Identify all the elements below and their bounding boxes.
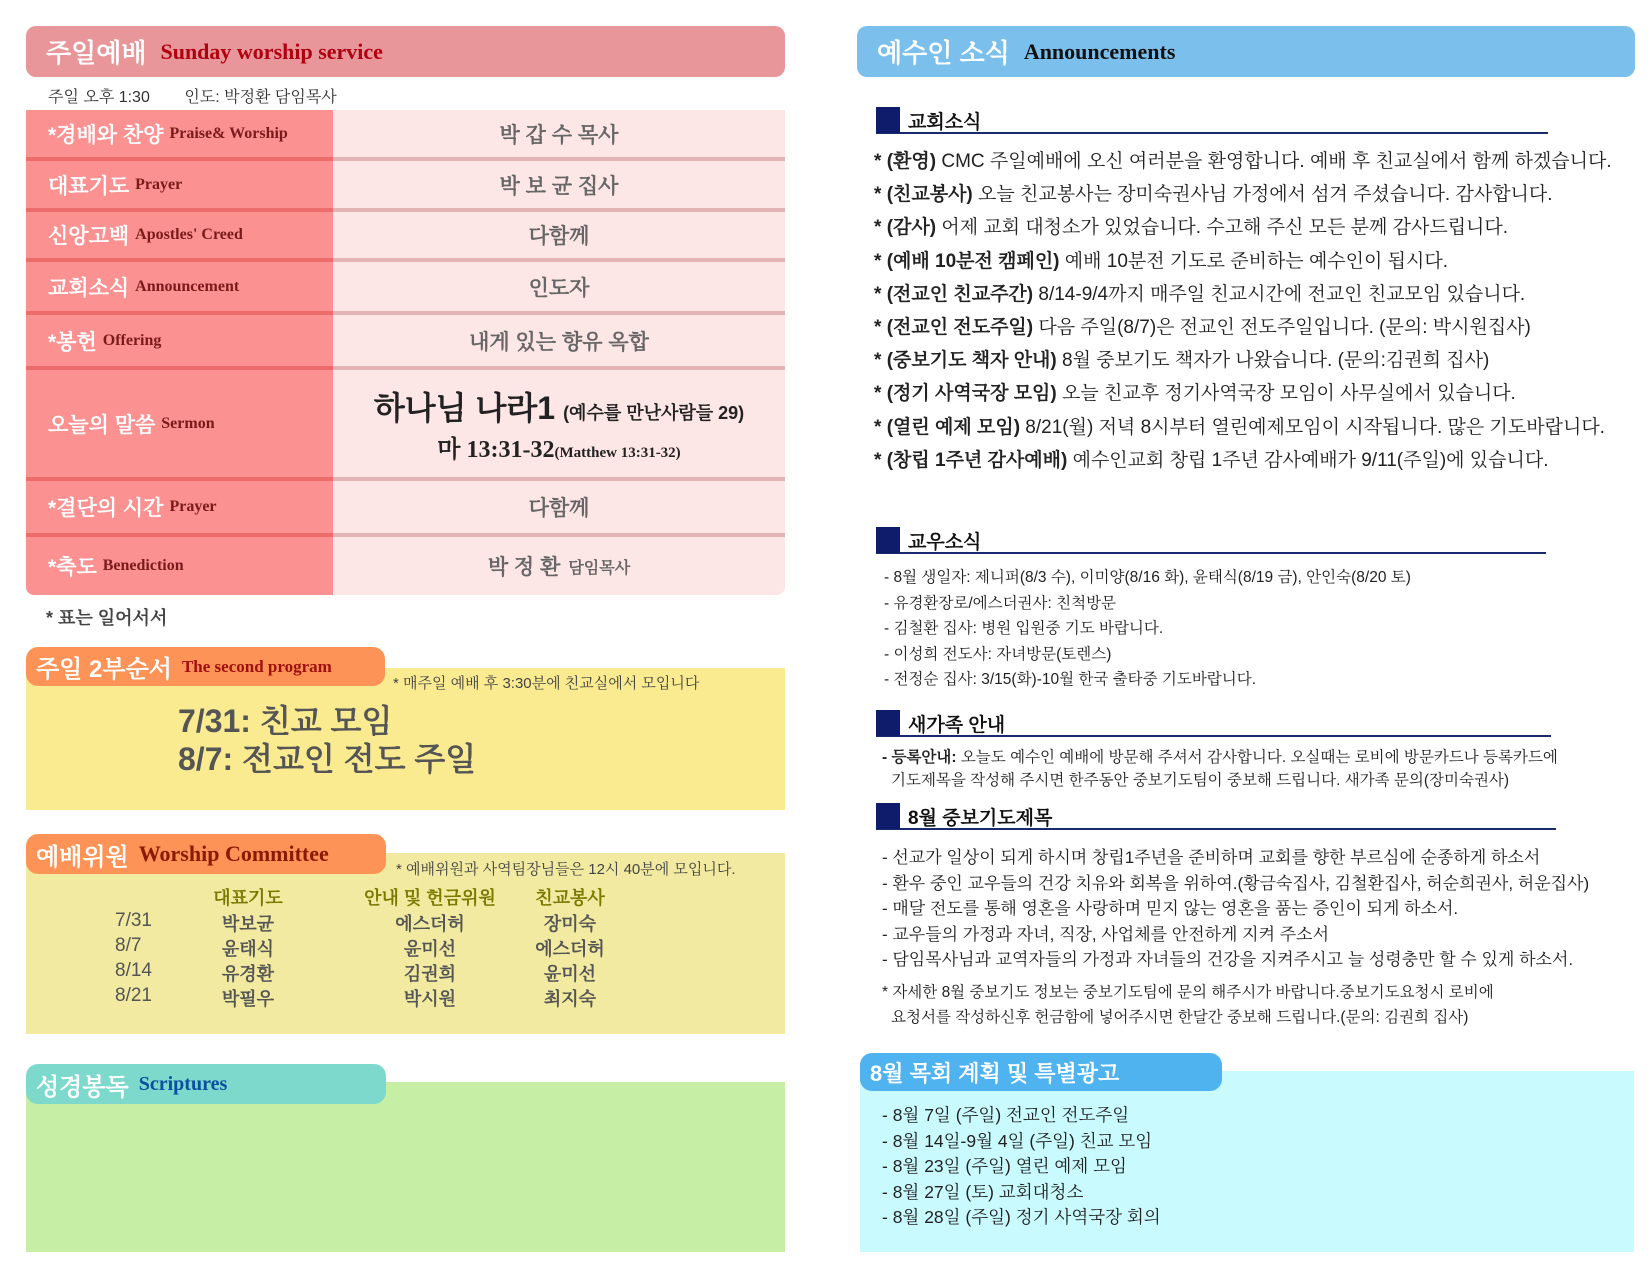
worship-row [26, 537, 785, 595]
announcements-header [857, 26, 1635, 77]
committee-note: * 예배위원과 사역팀장님들은 12시 40분에 모입니다. [396, 861, 736, 878]
announcement-star: * [874, 217, 887, 239]
order-value-text: 박 정 환 [487, 556, 561, 579]
announcement-star: * [874, 350, 887, 372]
heading-text: 8월 중보기도제목 [908, 807, 1053, 829]
worship-row [26, 315, 785, 370]
committee-cell: 에스더허 [535, 939, 605, 959]
order-value-sub: 담임목사 [568, 559, 631, 577]
order-label-en: Prayer [169, 498, 217, 515]
worship-row [26, 110, 785, 161]
committee-cell: 박필우 [221, 989, 275, 1009]
committee-cell: 박보균 [221, 914, 275, 934]
announcement-tag-text: (중보기도 책자 안내) [886, 350, 1057, 372]
order-value [333, 370, 785, 481]
order-value-text: 다함께 [528, 225, 590, 248]
sermon-title-text: 하나님 나라1 [373, 390, 556, 426]
announcement-item [874, 179, 1553, 206]
order-value-text: 박 갑 수 목사 [499, 123, 619, 147]
announcement-text: 8월 중보기도 책자가 나왔습니다. (문의:김권희 집사) [1056, 350, 1490, 372]
announcement-item [874, 412, 1605, 439]
announcement-text: 8/21(월) 저녁 8시부터 열린예제모임이 시작됩니다. 많은 기도바랍니다. [1020, 416, 1605, 438]
scriptures-box [26, 1082, 785, 1252]
sermon-verse [437, 429, 680, 464]
announcement-tag-text: (창립 1주년 감사예배) [886, 449, 1068, 471]
committee-title-en: Worship Committee [138, 841, 329, 866]
announcement-star: * [874, 317, 887, 338]
order-value [333, 212, 785, 262]
announcement-text: 다음 주일(8/7)은 전교인 전도주일입니다. (문의: 박시원집사) [1033, 317, 1531, 338]
announcement-star: * [874, 151, 887, 172]
order-label [26, 315, 333, 370]
worship-row [26, 370, 785, 481]
order-label-ko: *결단의 시간 [48, 497, 164, 520]
committee-header: 안내 및 헌금위원 [364, 888, 496, 908]
second-line: 7/31: 친교 모임 [178, 703, 393, 739]
committee-cell: 유경환 [221, 964, 275, 984]
heading-square-icon [876, 803, 900, 829]
committee-cell: 김권희 [403, 964, 457, 984]
announcement-star: * [874, 184, 887, 206]
announcement-item [874, 212, 1508, 239]
announcement-tag-text: (친교봉사) [886, 184, 973, 206]
heading-square-icon [876, 107, 900, 133]
order-label [26, 537, 333, 595]
order-label-en: Benediction [102, 557, 184, 574]
committee-tab [26, 834, 386, 874]
new-family-line1 [882, 745, 1558, 767]
order-value [333, 161, 785, 212]
order-label-ko: *봉헌 [48, 330, 97, 354]
announcement-item [874, 279, 1525, 306]
committee-cell: 장미숙 [543, 914, 597, 934]
announcement-tag [874, 251, 1060, 272]
announcement-tag [874, 350, 1057, 371]
announcement-tag [874, 317, 1033, 338]
members-news-heading [876, 528, 1546, 554]
committee-date: 8/7 [115, 935, 142, 956]
announcement-text: 예수인교회 창립 1주년 감사예배가 9/11(주일)에 있습니다. [1067, 449, 1549, 471]
member-news-item: - 전정순 집사: 3/15(화)-10월 한국 출타중 기도바랍니다. [884, 671, 1257, 688]
committee-date: 8/21 [115, 985, 152, 1006]
order-label [26, 212, 333, 262]
scriptures-title-ko: 성경봉독 [36, 1073, 129, 1101]
plan-title: 8월 목회 계획 및 특별광고 [870, 1060, 1120, 1086]
announcement-tag [874, 383, 1057, 404]
announcement-item [874, 246, 1448, 273]
member-news-item: - 김철환 집사: 병원 입원중 기도 바랍니다. [884, 620, 1164, 637]
order-label-en: Prayer [135, 175, 183, 193]
plan-item: - 8월 28일 (주일) 정기 사역국장 회의 [882, 1207, 1161, 1227]
scriptures-title-en: Scriptures [138, 1072, 228, 1095]
order-label [26, 370, 333, 481]
announcement-tag [874, 284, 1033, 305]
standing-note: * 표는 일어서서 [46, 608, 168, 628]
scriptures-tab [26, 1064, 386, 1104]
order-value-text: 인도자 [528, 276, 590, 300]
order-value [333, 537, 785, 595]
order-label [26, 161, 333, 212]
heading-text: 새가족 안내 [908, 714, 1006, 736]
announcement-text: CMC 주일예배에 오신 여러분을 환영합니다. 예배 후 친교실에서 함께 하겠습니다. [936, 151, 1612, 172]
worship-row [26, 481, 785, 537]
order-label-en: Offering [102, 331, 162, 349]
announcement-item [874, 378, 1516, 405]
committee-cell: 윤미선 [543, 964, 597, 984]
announcement-tag [874, 450, 1067, 471]
plan-item: - 8월 14일-9월 4일 (주일) 친교 모임 [882, 1130, 1153, 1151]
second-title-en: The second program [181, 656, 332, 676]
order-value-text: 박 보 균 집사 [499, 174, 619, 198]
announcement-text: 8/14-9/4까지 매주일 친교시간에 전교인 친교모임 있습니다. [1033, 283, 1526, 305]
new-family-label: - 등록안내: [882, 749, 957, 766]
announcement-item [874, 445, 1549, 472]
order-label-ko: 오늘의 말씀 [48, 413, 156, 437]
announcement-tag-text: (전교인 전도주일) [886, 317, 1034, 338]
prayer-note2: 요청서를 작성하신후 헌금함에 넣어주시면 한달간 중보해 드립니다.(문의: 김권희 집사) [891, 1009, 1469, 1026]
announcement-text: 어제 교회 대청소가 있었습니다. 수고해 주신 모든 분께 감사드립니다. [936, 217, 1509, 239]
order-label-ko: *축도 [48, 556, 97, 579]
worship-title-en: Sunday worship service [160, 38, 383, 64]
order-label-ko: 교회소식 [48, 276, 130, 300]
announcement-tag-text: (정기 사역국장 모임) [886, 383, 1057, 405]
new-family-heading [876, 711, 1551, 737]
heading-text: 교회소식 [908, 111, 982, 133]
committee-header: 친교봉사 [535, 888, 605, 908]
prayer-heading [876, 804, 1556, 830]
announcement-tag-text: (감사) [886, 217, 937, 239]
order-label-en: Praise& Worship [169, 124, 288, 142]
announcement-tag [874, 417, 1020, 438]
order-value [333, 262, 785, 315]
plan-tab [860, 1053, 1222, 1091]
announcement-tag [874, 217, 936, 238]
worship-time: 주일 오후 1:30 [48, 89, 150, 106]
order-label [26, 481, 333, 537]
worship-leader: 인도: 박정환 담임목사 [184, 89, 337, 106]
announcement-item [874, 345, 1489, 372]
worship-header [26, 26, 785, 77]
order-label [26, 262, 333, 315]
second-line: 8/7: 전교인 전도 주일 [178, 741, 477, 777]
order-label-en: Apostles' Creed [135, 226, 243, 243]
order-label-ko: *경배와 찬양 [48, 123, 164, 147]
prayer-item: - 선교가 일상이 되게 하시며 창립1주년을 준비하며 교회를 향한 부르심에 순종하게 하소서 [882, 848, 1541, 867]
announcement-text: 예배 10분전 기도로 준비하는 예수인이 됩시다. [1059, 250, 1448, 272]
worship-info [48, 84, 337, 107]
committee-cell: 최지숙 [543, 989, 597, 1009]
announcement-tag-text: (예배 10분전 캠페인) [886, 250, 1060, 272]
order-value-text: 내게 있는 향유 옥합 [469, 330, 649, 354]
announcements-title-en: Announcements [1023, 38, 1176, 64]
announcement-item [874, 146, 1612, 173]
member-news-item: - 8월 생일자: 제니퍼(8/3 수), 이미양(8/16 화), 윤태식(8/19 금), 안인숙(8/20 토) [884, 569, 1411, 586]
announcement-star: * [874, 283, 887, 305]
worship-row [26, 212, 785, 262]
announcement-item [874, 312, 1531, 339]
sermon-title [374, 383, 744, 429]
sermon-series: (예수를 만난사람들 29) [563, 403, 745, 423]
prayer-note1: * 자세한 8월 중보기도 정보는 중보기도팀에 문의 해주시가 바랍니다.중보기도요청시 로비에 [882, 984, 1494, 1001]
committee-cell: 박시원 [403, 989, 457, 1009]
order-value [333, 481, 785, 537]
prayer-item: - 교우들의 가정과 자녀, 직장, 사업체를 안전하게 지켜 주소서 [882, 924, 1330, 944]
prayer-item: - 환우 중인 교우들의 건강 치유와 회복을 위하여.(황금숙집사, 김철환집사, 허순희권사, 허운집사) [882, 873, 1590, 893]
second-lines [178, 702, 476, 778]
order-label-ko: 대표기도 [48, 174, 130, 198]
prayer-item: - 담임목사님과 교역자들의 가정과 자녀들의 건강을 지켜주시고 늘 성령충만 할 수 있게 하소서. [882, 950, 1574, 969]
prayer-item: - 매달 전도를 통해 영혼을 사랑하며 믿지 않는 영혼을 품는 증인이 되게 하소서. [882, 899, 1459, 918]
plan-item: - 8월 7일 (주일) 전교인 전도주일 [882, 1105, 1130, 1125]
second-title-ko: 주일 2부순서 [36, 656, 172, 683]
order-label [26, 110, 333, 161]
worship-row [26, 262, 785, 315]
worship-title-ko: 주일예배 [46, 38, 147, 68]
order-label-ko: 신앙고백 [48, 225, 130, 248]
announcement-star: * [874, 416, 887, 438]
new-family-line2: 기도제목을 작성해 주시면 한주동안 중보기도팀이 중보해 드립니다. 새가족 문의(장미숙권사) [891, 772, 1510, 789]
committee-title-ko: 예배위원 [36, 843, 129, 871]
committee-cell: 에스더허 [395, 914, 465, 934]
announcement-tag [874, 184, 973, 205]
committee-date: 7/31 [115, 910, 152, 931]
announcement-star: * [874, 449, 887, 471]
sermon-verse-ko: 마 13:31-32 [437, 437, 555, 463]
order-value [333, 110, 785, 161]
member-news-item: - 유경환장로/에스더권사: 친척방문 [884, 594, 1117, 612]
announcement-tag-text: (열린 예제 모임) [886, 416, 1021, 438]
order-label-en: Announcement [135, 277, 240, 295]
announcement-tag-text: (환영) [886, 151, 937, 172]
announcements-title-ko: 예수인 소식 [877, 38, 1010, 68]
announcement-tag-text: (전교인 친교주간) [886, 283, 1034, 305]
committee-header: 대표기도 [213, 888, 283, 908]
committee-cell: 윤미선 [403, 939, 457, 959]
second-program-tab [26, 647, 385, 686]
heading-square-icon [876, 527, 900, 553]
plan-item: - 8월 27일 (토) 교회대청소 [882, 1181, 1084, 1202]
announcement-star: * [874, 250, 887, 272]
church-news-heading [876, 108, 1548, 134]
announcement-text: 오늘 친교후 정기사역국장 모임이 사무실에서 있습니다. [1056, 383, 1516, 405]
heading-text: 교우소식 [908, 531, 982, 553]
second-note: * 매주일 예배 후 3:30분에 친교실에서 모입니다 [393, 675, 700, 692]
plan-item: - 8월 23일 (주일) 열린 예제 모임 [882, 1156, 1127, 1176]
committee-date: 8/14 [115, 960, 152, 981]
member-news-item: - 이성희 전도사: 자녀방문(토렌스) [884, 645, 1112, 663]
announcement-star: * [874, 383, 887, 405]
heading-square-icon [876, 710, 900, 736]
committee-cell: 윤태식 [221, 939, 275, 959]
announcement-tag [874, 151, 936, 172]
announcement-text: 오늘 친교봉사는 장미숙권사님 가정에서 섬겨 주셨습니다. 감사합니다. [972, 184, 1553, 206]
order-label-en: Sermon [161, 414, 215, 432]
sermon-verse-en: (Matthew 13:31-32) [554, 445, 681, 461]
order-value-text: 다함께 [528, 497, 590, 520]
worship-row [26, 161, 785, 212]
order-value [333, 315, 785, 370]
new-family-text: 오늘도 예수인 예배에 방문해 주셔서 감사합니다. 오실때는 로비에 방문카드나 등록카드에 [956, 749, 1558, 766]
